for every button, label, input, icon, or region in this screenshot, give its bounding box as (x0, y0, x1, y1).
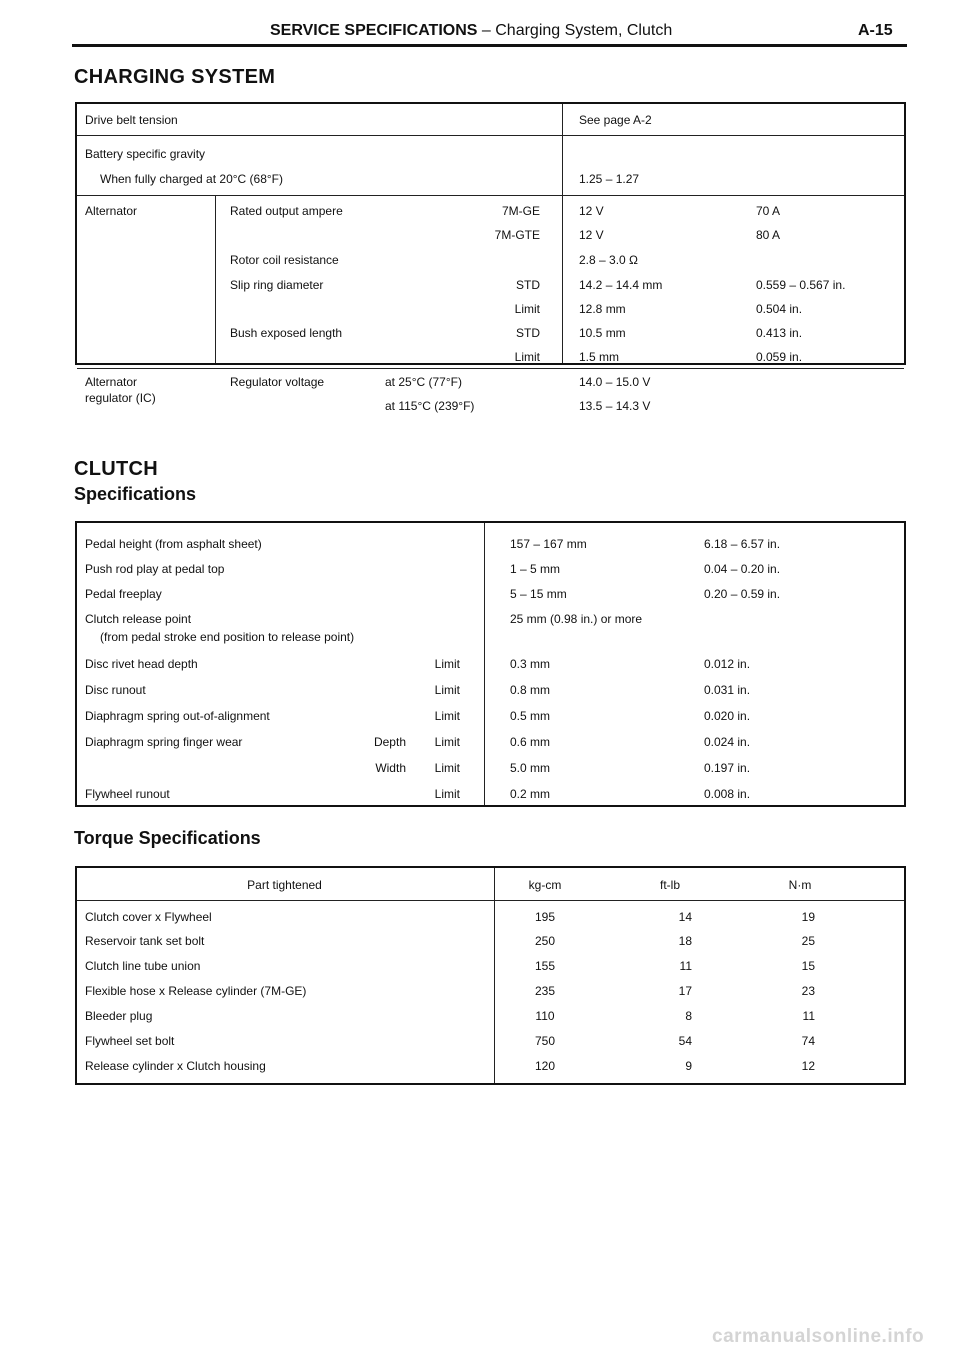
torque-part: Clutch cover x Flywheel (85, 910, 212, 924)
clutch-spec-metric: 0.3 mm (510, 657, 551, 671)
clutch-spec-condition: Limit (434, 657, 460, 671)
clutch-spec-condition: Limit (434, 787, 460, 801)
clutch-spec-item: Pedal freeplay (85, 587, 162, 601)
alternator-label: Alternator (85, 204, 138, 218)
clutch-spec-item: Push rod play at pedal top (85, 562, 225, 576)
clutch-spec-metric: 0.5 mm (510, 709, 551, 723)
battery-label: Battery specific gravity (85, 147, 206, 161)
clutch-spec-metric: 157 – 167 mm (510, 537, 587, 551)
torque-ftlb: 9 (685, 1059, 692, 1073)
torque-kgcm: 750 (534, 1034, 556, 1048)
drive-belt-label: Drive belt tension (85, 113, 178, 127)
alternator-metric-value: 1.5 mm (579, 350, 620, 364)
torque-nm: 74 (801, 1034, 815, 1048)
clutch-spec-imperial: 0.197 in. (704, 761, 751, 775)
alternator-item: Bush exposed length (230, 326, 343, 340)
regulator-value-1: 14.0 – 15.0 V (579, 375, 651, 389)
row-divider (77, 195, 904, 196)
alternator-condition: Limit (514, 302, 540, 316)
alternator-condition: STD (516, 326, 540, 340)
row-divider (77, 900, 904, 901)
torque-kgcm: 120 (534, 1059, 556, 1073)
torque-part: Bleeder plug (85, 1009, 153, 1023)
clutch-spec-subcondition: Depth (373, 735, 406, 749)
torque-header-part: Part tightened (247, 878, 322, 892)
alternator-condition: Limit (514, 350, 540, 364)
alternator-item: Rotor coil resistance (230, 253, 339, 267)
clutch-spec-item: Pedal height (from asphalt sheet) (85, 537, 262, 551)
row-divider (77, 135, 904, 136)
alternator-condition: 7M-GTE (494, 228, 540, 242)
torque-kgcm: 155 (534, 959, 556, 973)
alternator-item: Rated output ampere (230, 204, 343, 218)
clutch-spec-metric: 25 mm (0.98 in.) or more (510, 612, 643, 626)
alternator-imperial-value: 0.413 in. (756, 326, 803, 340)
torque-nm: 15 (801, 959, 815, 973)
torque-kgcm: 110 (535, 1009, 555, 1023)
torque-part: Flexible hose x Release cylinder (7M-GE) (85, 984, 307, 998)
alternator-imperial-value: 0.504 in. (756, 302, 803, 316)
clutch-spec-imperial: 0.020 in. (704, 709, 751, 723)
torque-ftlb: 8 (685, 1009, 692, 1023)
clutch-spec-imperial: 0.20 – 0.59 in. (704, 587, 781, 601)
clutch-spec-metric: 5.0 mm (510, 761, 551, 775)
alternator-metric-value: 12.8 mm (579, 302, 626, 316)
clutch-spec-condition: Limit (434, 683, 460, 697)
clutch-spec-imperial: 0.024 in. (704, 735, 751, 749)
battery-value: 1.25 – 1.27 (579, 172, 640, 186)
alternator-condition: STD (516, 278, 540, 292)
row-divider (77, 368, 904, 369)
torque-ftlb: 11 (679, 959, 692, 973)
clutch-spec-imperial: 0.012 in. (704, 657, 751, 671)
header-title: SERVICE SPECIFICATIONS (270, 22, 478, 39)
regulator-label-2: regulator (IC) (85, 391, 156, 405)
torque-header-ftlb: ft-lb (659, 878, 680, 892)
page-number: A-15 (858, 22, 893, 39)
torque-ftlb: 54 (678, 1034, 692, 1048)
alternator-imperial-value: 70 A (756, 204, 781, 218)
regulator-value-2: 13.5 – 14.3 V (579, 399, 651, 413)
regulator-label-1: Alternator (85, 375, 138, 389)
charging-heading: CHARGING SYSTEM (74, 66, 276, 88)
clutch-spec-imperial: 0.008 in. (704, 787, 751, 801)
clutch-spec-item: Diaphragm spring finger wear (85, 735, 243, 749)
clutch-spec-item: Diaphragm spring out-of-alignment (85, 709, 270, 723)
torque-nm: 23 (801, 984, 815, 998)
col-divider (215, 195, 216, 363)
watermark: carmanualsonline.info (712, 1326, 925, 1347)
clutch-spec-condition: Limit (434, 735, 460, 749)
alternator-metric-value: 2.8 – 3.0 Ω (579, 253, 639, 267)
torque-nm: 25 (801, 934, 815, 948)
clutch-spec-item: Clutch release point (85, 612, 192, 626)
regulator-cond-2: at 115°C (239°F) (385, 399, 475, 413)
alternator-imperial-value: 80 A (756, 228, 781, 242)
regulator-cond-1: at 25°C (77°F) (385, 375, 462, 389)
torque-part: Flywheel set bolt (85, 1034, 175, 1048)
torque-part: Reservoir tank set bolt (85, 934, 205, 948)
torque-kgcm: 195 (534, 910, 556, 924)
battery-sublabel: When fully charged at 20°C (68°F) (100, 172, 284, 186)
alternator-metric-value: 12 V (579, 204, 604, 218)
page-header (270, 22, 672, 40)
col-divider (494, 868, 495, 1083)
torque-header-nm: N·m (788, 878, 812, 892)
header-subtitle: – Charging System, Clutch (481, 22, 673, 39)
torque-kgcm: 250 (534, 934, 556, 948)
clutch-spec-heading: Specifications (74, 484, 197, 504)
clutch-spec-imperial: 0.031 in. (704, 683, 751, 697)
clutch-spec-metric: 0.6 mm (510, 735, 551, 749)
alternator-item: Slip ring diameter (230, 278, 324, 292)
torque-heading: Torque Specifications (74, 828, 261, 848)
torque-kgcm: 235 (534, 984, 556, 998)
clutch-spec-metric: 0.2 mm (510, 787, 551, 801)
clutch-spec-item: (from pedal stroke end position to release point) (100, 630, 355, 644)
alternator-condition: 7M-GE (501, 204, 540, 218)
alternator-metric-value: 12 V (579, 228, 604, 242)
alternator-imperial-value: 0.559 – 0.567 in. (756, 278, 846, 292)
torque-header-kgcm: kg-cm (528, 878, 562, 892)
clutch-spec-condition: Limit (434, 709, 460, 723)
drive-belt-value: See page A-2 (579, 113, 652, 127)
torque-ftlb: 17 (678, 984, 692, 998)
alternator-imperial-value: 0.059 in. (756, 350, 803, 364)
torque-nm: 19 (801, 910, 815, 924)
clutch-spec-item: Disc runout (85, 683, 146, 697)
clutch-spec-subcondition: Width (375, 761, 406, 775)
header-rule (72, 44, 907, 47)
alternator-metric-value: 10.5 mm (579, 326, 626, 340)
clutch-heading: CLUTCH (74, 458, 159, 480)
clutch-spec-metric: 1 – 5 mm (510, 562, 561, 576)
torque-table (75, 866, 906, 1085)
torque-part: Clutch line tube union (85, 959, 201, 973)
clutch-spec-metric: 0.8 mm (510, 683, 551, 697)
clutch-spec-metric: 5 – 15 mm (510, 587, 567, 601)
clutch-spec-condition: Limit (434, 761, 460, 775)
torque-part: Release cylinder x Clutch housing (85, 1059, 266, 1073)
torque-nm: 12 (801, 1059, 815, 1073)
col-divider (562, 104, 563, 363)
regulator-item: Regulator voltage (230, 375, 325, 389)
alternator-metric-value: 14.2 – 14.4 mm (579, 278, 663, 292)
torque-nm: 11 (802, 1009, 815, 1023)
clutch-spec-imperial: 0.04 – 0.20 in. (704, 562, 781, 576)
clutch-spec-imperial: 6.18 – 6.57 in. (704, 537, 781, 551)
torque-ftlb: 14 (678, 910, 692, 924)
col-divider (484, 523, 485, 805)
torque-ftlb: 18 (678, 934, 692, 948)
clutch-spec-item: Flywheel runout (85, 787, 170, 801)
clutch-spec-item: Disc rivet head depth (85, 657, 198, 671)
